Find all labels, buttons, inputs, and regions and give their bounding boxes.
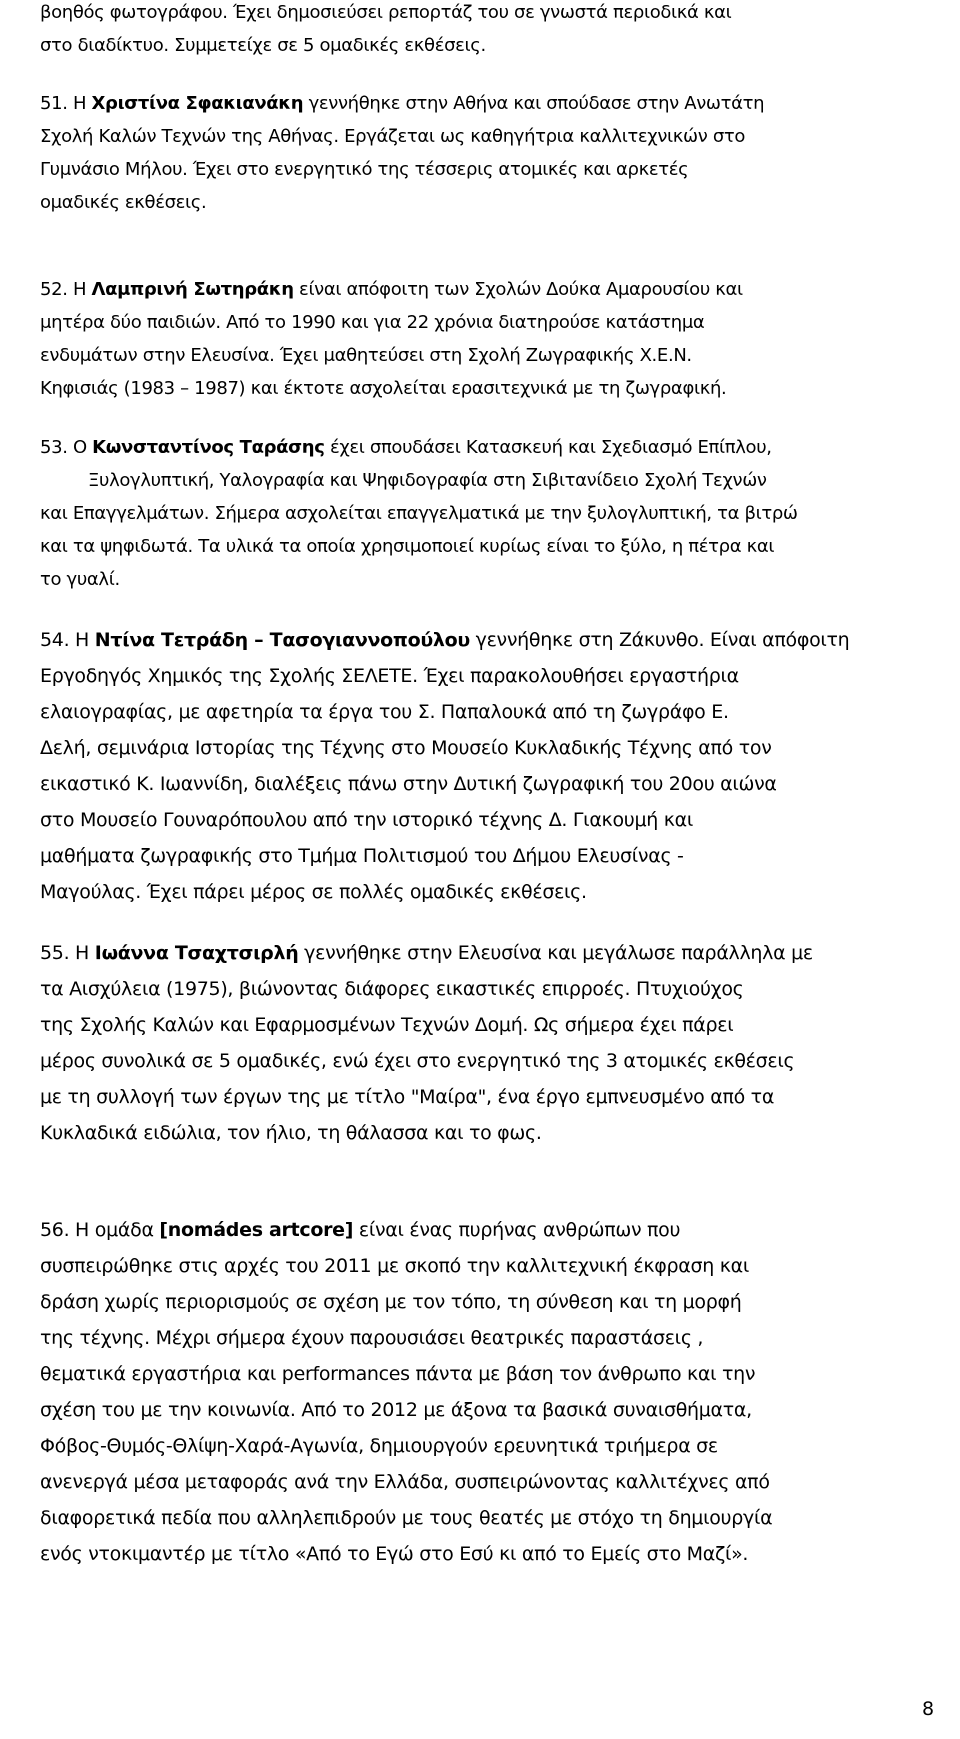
text-line: της Σχολής Καλών και Εφαρμοσμένων Τεχνών Δομή. Ως σήμερα έχει πάρει	[40, 1014, 734, 1036]
text-line: Ξυλογλυπτική, Υαλογραφία και Ψηφιδογραφία στη Σιβιτανίδειο Σχολή Τεχνών	[88, 470, 767, 491]
text-line: στο Μουσείο Γουναρόπουλου από την ιστορικό τέχνης Δ. Γιακουμή και	[40, 809, 693, 831]
person-name: Κωνσταντίνος Ταράσης	[92, 437, 325, 458]
text-line: μητέρα δύο παιδιών. Από το 1990 και για 22 χρόνια διατηρούσε κατάστημα	[40, 312, 705, 333]
page-number: 8	[922, 1698, 935, 1720]
text-line: Κηφισιάς (1983 – 1987) και έκτοτε ασχολείται ερασιτεχνικά με τη ζωγραφική.	[40, 378, 727, 399]
text-line: ανενεργά μέσα μεταφοράς ανά την Ελλάδα, συσπειρώνοντας καλλιτέχνες από	[40, 1471, 770, 1493]
text-line: θεματικά εργαστήρια και performances πάντα με βάση τον άνθρωπο και την	[40, 1363, 756, 1385]
text-line: Εργοδηγός Χημικός της Σχολής ΣΕΛΕΤΕ. Έχει παρακολουθήσει εργαστήρια	[40, 665, 739, 687]
text-line: Φόβος-Θυμός-Θλίψη-Χαρά-Αγωνία, δημιουργούν ερευνητικά τριήμερα σε	[40, 1435, 718, 1457]
text-line: τα Αισχύλεια (1975), βιώνοντας διάφορες εικαστικές επιρροές. Πτυχιούχος	[40, 978, 744, 1000]
text-line: 51. Η Χριστίνα Σφακιανάκη γεννήθηκε στην Αθήνα και σπούδασε στην Ανωτάτη	[40, 93, 765, 114]
text-line: βοηθός φωτογράφου. Έχει δημοσιεύσει ρεπορτάζ του σε γνωστά περιοδικά και	[40, 2, 732, 23]
text-line: Σχολή Καλών Τεχνών της Αθήνας. Εργάζεται ως καθηγήτρια καλλιτεχνικών στο	[40, 126, 746, 147]
text-line: 53. Ο Κωνσταντίνος Ταράσης έχει σπουδάσει Κατασκευή και Σχεδιασμό Επίπλου,	[40, 437, 772, 458]
text-line: ελαιογραφίας, με αφετηρία τα έργα του Σ. Παπαλουκά από τη ζωγράφο Ε.	[40, 701, 729, 723]
person-name: Ντίνα Τετράδη – Τασογιαννοπούλου	[94, 629, 470, 651]
text-line: το γυαλί.	[40, 569, 120, 590]
text-line: και Επαγγελμάτων. Σήμερα ασχολείται επαγγελματικά με την ξυλογλυπτική, τα βιτρώ	[40, 503, 798, 524]
text-line: Μαγούλας. Έχει πάρει μέρος σε πολλές ομαδικές εκθέσεις.	[40, 881, 587, 903]
text-line: 52. Η Λαμπρινή Σωτηράκη είναι απόφοιτη των Σχολών Δούκα Αμαρουσίου και	[40, 279, 743, 300]
text-line: 56. Η ομάδα [nomádes artcore] είναι ένας πυρήνας ανθρώπων που	[40, 1219, 681, 1241]
text-line: 55. Η Ιωάννα Τσαχτσιρλή γεννήθηκε στην Ελευσίνα και μεγάλωσε παράλληλα με	[40, 942, 813, 964]
person-name: Ιωάννα Τσαχτσιρλή	[94, 942, 299, 964]
text-line: μαθήματα ζωγραφικής στο Τμήμα Πολιτισμού του Δήμου Ελευσίνας -	[40, 845, 684, 867]
text-line: διαφορετικά πεδία που αλληλεπιδρούν με τους θεατές με στόχο τη δημιουργία	[40, 1507, 773, 1529]
text-line: στο διαδίκτυο. Συμμετείχε σε 5 ομαδικές εκθέσεις.	[40, 35, 486, 56]
text-line: Κυκλαδικά ειδώλια, τον ήλιο, τη θάλασσα και το φως.	[40, 1122, 542, 1144]
text-line: Δελή, σεμινάρια Ιστορίας της Τέχνης στο Μουσείο Κυκλαδικής Τέχνης από τον	[40, 737, 772, 759]
text-line: και τα ψηφιδωτά. Τα υλικά τα οποία χρησιμοποιεί κυρίως είναι το ξύλο, η πέτρα και	[40, 536, 775, 557]
text-line: μέρος συνολικά σε 5 ομαδικές, ενώ έχει στο ενεργητικό της 3 ατομικές εκθέσεις	[40, 1050, 795, 1072]
text-line: εικαστικό Κ. Ιωαννίδη, διαλέξεις πάνω στην Δυτική ζωγραφική του 20ου αιώνα	[40, 773, 777, 795]
text-line: σχέση του με την κοινωνία. Από το 2012 με άξονα τα βασικά συναισθήματα,	[40, 1399, 752, 1421]
text-line: ενδυμάτων στην Ελευσίνα. Έχει μαθητεύσει στη Σχολή Ζωγραφικής Χ.Ε.Ν.	[40, 345, 692, 366]
text-line: ομαδικές εκθέσεις.	[40, 192, 207, 213]
text-line: 54. Η Ντίνα Τετράδη – Τασογιαννοπούλου γεννήθηκε στη Ζάκυνθο. Είναι απόφοιτη	[40, 629, 850, 651]
text-line: με τη συλλογή των έργων της με τίτλο "Μαίρα", ένα έργο εμπνευσμένο από τα	[40, 1086, 775, 1108]
text-line: ενός ντοκιμαντέρ με τίτλο «Από το Εγώ στο Εσύ κι από το Εμείς στο Μαζί».	[40, 1543, 749, 1565]
text-line: δράση χωρίς περιορισμούς σε σχέση με τον τόπο, τη σύνθεση και τη μορφή	[40, 1291, 742, 1313]
person-name: Λαμπρινή Σωτηράκη	[91, 279, 294, 300]
group-name: [nomádes artcore]	[159, 1219, 354, 1241]
text-line: συσπειρώθηκε στις αρχές του 2011 με σκοπό την καλλιτεχνική έκφραση και	[40, 1255, 749, 1277]
text-line: Γυμνάσιο Μήλου. Έχει στο ενεργητικό της τέσσερις ατομικές και αρκετές	[40, 159, 689, 180]
text-line: της τέχνης. Μέχρι σήμερα έχουν παρουσιάσει θεατρικές παραστάσεις ,	[40, 1327, 704, 1349]
person-name: Χριστίνα Σφακιανάκη	[91, 93, 304, 114]
